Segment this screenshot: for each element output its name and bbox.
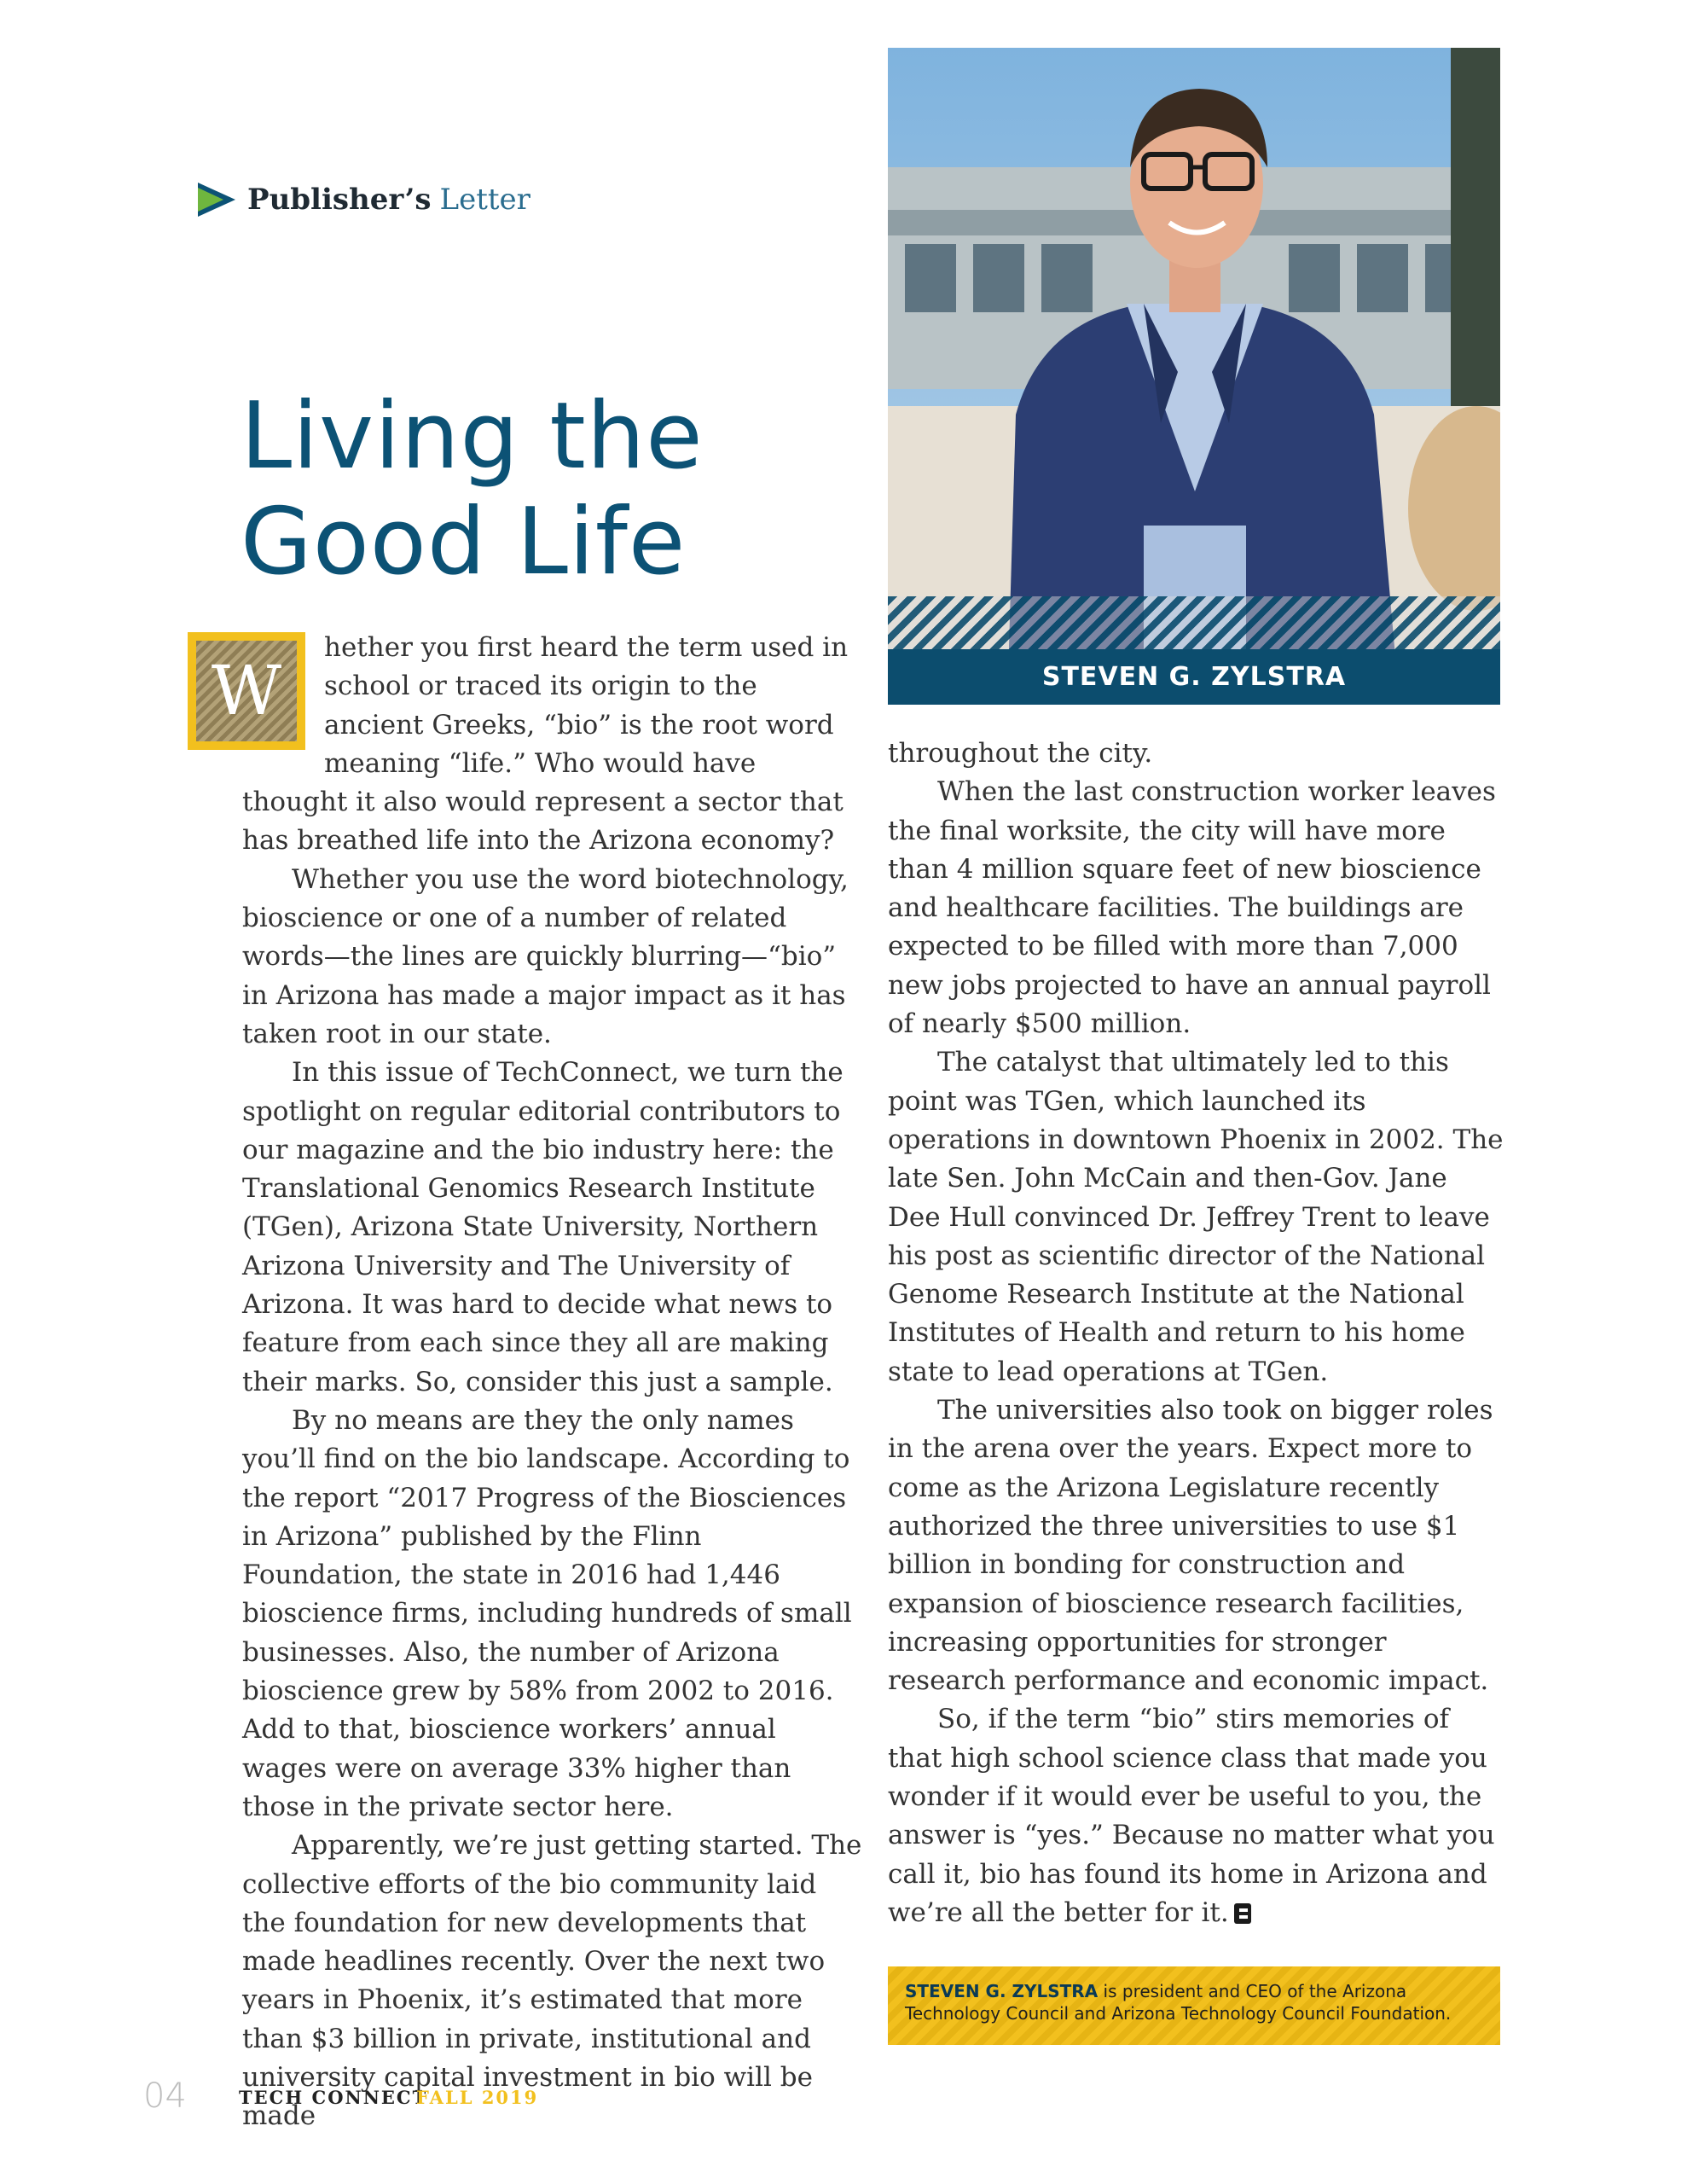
headline — [241, 384, 889, 595]
paragraph: The universities also took on bigger roles in the arena over the years. Expect more to come as the Arizona Legislature recently authorized the three universities to use $1 billion in bonding for construction and expansion of bioscience research facilities, increasing opportunities for stronger research performance and economic impact. — [888, 1395, 1493, 1697]
section-label — [198, 176, 530, 224]
author-bio — [888, 1966, 1500, 2045]
headline-line-2: Good Life — [241, 489, 687, 595]
headline-line-1: Living the — [241, 383, 704, 490]
paragraph: The catalyst that ultimately led to this point was TGen, which launched its operations in downtown Phoenix in 2002. The late Sen. John McCain and then-Gov. Jane Dee Hull convinced Dr. Jeffrey Trent to leave his post as scientific director of the National Genome Research Institute at the National Institutes of Health and return to his home state to lead operations at TGen. — [888, 1047, 1504, 1387]
end-mark-icon — [1234, 1903, 1251, 1924]
paragraph: hether you first heard the term used in school or traced its origin to the ancient Greeks, “bio” is the root word meaning “life.” Who would have thought it also would represent a sector that has breathed life into the Arizona economy? — [242, 632, 849, 857]
page-number: 04 — [143, 2077, 187, 2116]
section-label-bold: Publisher’s — [247, 183, 432, 217]
paragraph: Apparently, we’re just getting started. The collective efforts of the bio community laid the foundation for new developments that made headlines recently. Over the next two years in Phoenix, it’s estimated that more than $3 billion in private, institutional and university capital investment in bio will be made — [242, 1830, 862, 2132]
article-column-left — [211, 629, 865, 2136]
paragraph: throughout the city. — [888, 738, 1153, 769]
drop-cap: W — [188, 632, 305, 750]
author-bio-name: STEVEN G. ZYLSTRA — [905, 1981, 1099, 2001]
paragraph: In this issue of TechConnect, we turn the spotlight on regular editorial contributors to our magazine and the bio industry here: the Translational Genomics Research Institute (TGen), Arizona State University, Northern Arizona University and The University of Arizona. It was hard to decide what news to feature from each since they all are making their marks. So, consider this just a sample. — [242, 1057, 844, 1397]
play-arrow-icon — [198, 183, 235, 217]
paragraph: By no means are they the only names you’ll find on the bio landscape. According to the report “2017 Progress of the Biosciences in Arizona” published by the Flinn Foundation, the state in 2016 had 1,446 bioscience firms, including hundreds of small businesses. Also, the number of Arizona bioscience grew by 58% from 2002 to 2016. Add to that, bioscience workers’ annual wages were on average 33% higher than those in the private sector here. — [242, 1404, 852, 1822]
footer-publication: TECH CONNECT — [239, 2087, 428, 2108]
closing-text: So, if the term “bio” stirs memories of that high school science class that made you wonder if it would ever be useful to you, the answer is “yes.” Because no matter what you call it, bio has found its home in Arizona and we’re all the better for it. — [888, 1704, 1495, 1928]
section-label-light: Letter — [439, 183, 530, 217]
footer-issue: FALL 2019 — [416, 2087, 539, 2108]
author-bio-text: is president and CEO of the Arizona Technology Council and Arizona Technology Council Foundation. — [905, 1981, 1452, 2024]
paragraph: Whether you use the word biotechnology, bioscience or one of a number of related words—the lines are quickly blurring—“bio” in Arizona has made a major impact as it has taken root in our state. — [242, 863, 849, 1049]
photo-hatch-band — [888, 596, 1500, 649]
article-column-right — [888, 735, 1506, 1932]
paragraph: When the last construction worker leaves the final worksite, the city will have more than 4 million square feet of new bioscience and healthcare facilities. The buildings are expected to be filled with more than 7,000 new jobs projected to have an annual payroll of nearly $500 million. — [888, 776, 1496, 1040]
paragraph-closing — [888, 1700, 1506, 1932]
photo-caption: STEVEN G. ZYLSTRA — [888, 649, 1500, 705]
